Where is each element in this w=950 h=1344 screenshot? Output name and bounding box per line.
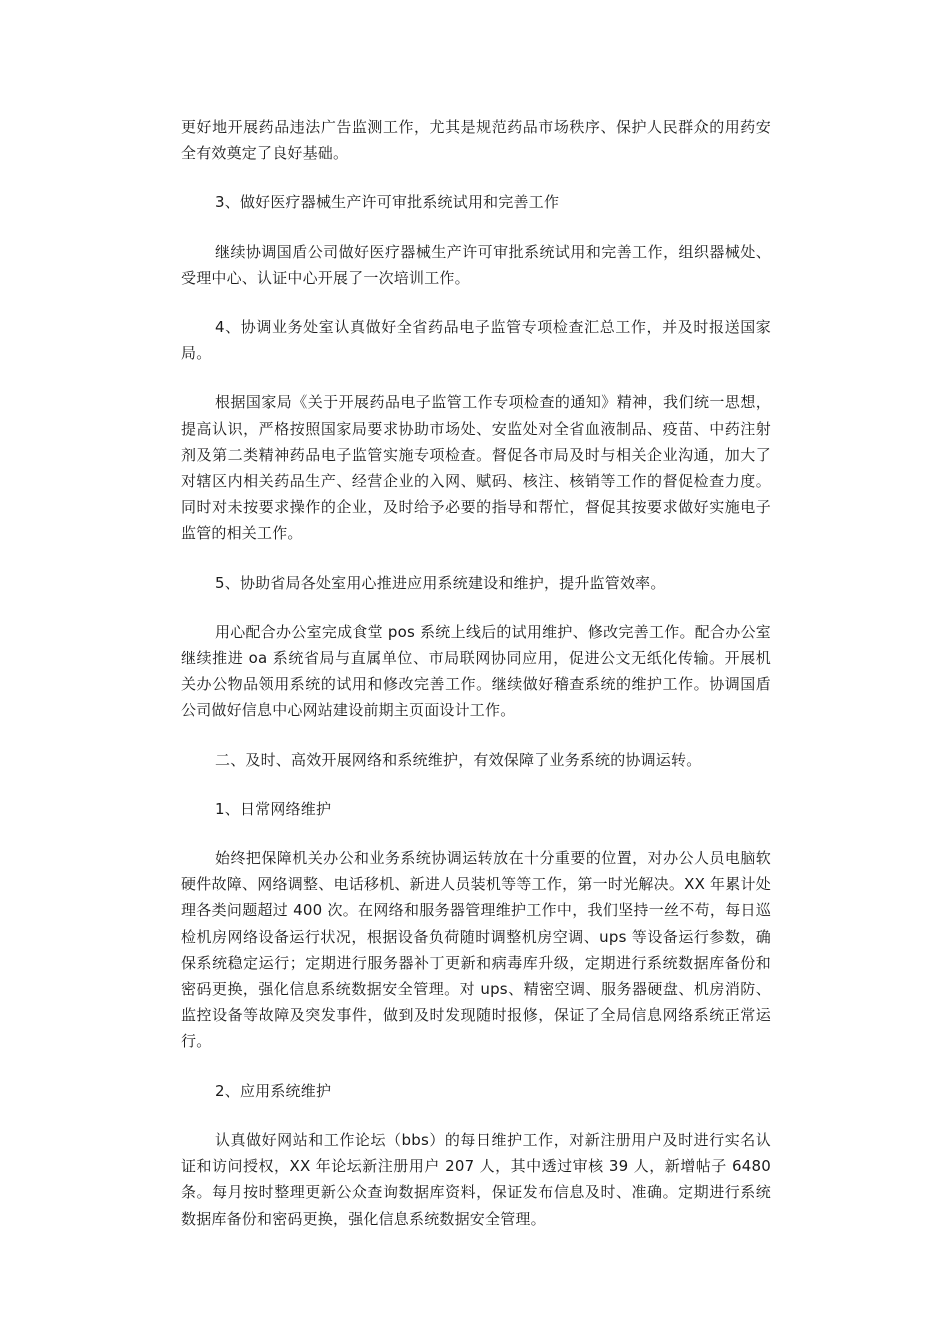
subsection-heading-1: 1、日常网络维护 — [215, 799, 332, 818]
paragraph: 继续协调国盾公司做好医疗器械生产许可审批系统试用和完善工作，组织器械处、受理中心、认证中心开展了一次培训工作。 — [181, 242, 771, 287]
section-heading-4: 4、协调业务处室认真做好全省药品电子监管专项检查汇总工作，并及时报送国家局。 — [181, 318, 771, 363]
paragraph: 始终把保障机关办公和业务系统协调运转放在十分重要的位置，对办公人员电脑软硬件故障、网络调整、电话移机、新进人员装机等等工作，第一时光解决。XX 年累计处理各类问题超过 400 次。在网络和服务器管理维护工作中，我们坚持一丝不苟，每日巡检机房网络设备运行状况，根据设备负荷随时调整机房空调、ups 等设备运行参数，确保系统稳定运行；定期进行服务器补丁更新和病毒库升级，定期进行系统数据库备份和密码更换，强化信息系统数据安全管理。对 ups、精密空调、服务器硬盘、机房消防、监控设备等故障及突发事件，做到及时发现随时报修，保证了全局信息网络系统正常运行。 — [181, 849, 771, 1051]
paragraph: 根据国家局《关于开展药品电子监管工作专项检查的通知》精神，我们统一思想，提高认识，严格按照国家局要求协助市场处、安监处对全省血液制品、疫苗、中药注射剂及第二类精神药品电子监管实施专项检查。督促各市局及时与相关企业沟通，加大了对辖区内相关药品生产、经营企业的入网、赋码、核注、核销等工作的督促检查力度。同时对未按要求操作的企业，及时给予必要的指导和帮忙，督促其按要求做好实施电子监管的相关工作。 — [181, 393, 771, 543]
paragraph-continuation: 更好地开展药品违法广告监测工作，尤其是规范药品市场秩序、保护人民群众的用药安全有效奠定了良好基础。 — [181, 118, 771, 163]
subsection-heading-2: 2、应用系统维护 — [215, 1081, 332, 1100]
chapter-heading-2: 二、及时、高效开展网络和系统维护，有效保障了业务系统的协调运转。 — [215, 750, 702, 769]
document-body — [181, 114, 771, 1255]
section-heading-5: 5、协助省局各处室用心推进应用系统建设和维护，提升监管效率。 — [215, 573, 666, 592]
paragraph: 用心配合办公室完成食堂 pos 系统上线后的试用维护、修改完善工作。配合办公室继续推进 oa 系统省局与直属单位、市局联网协同应用，促进公文无纸化传输。开展机关办公物品领用系统的试用和修改完善工作。继续做好稽查系统的维护工作。协调国盾公司做好信息中心网站建设前期主页面设计工作。 — [181, 622, 771, 720]
section-heading-3: 3、做好医疗器械生产许可审批系统试用和完善工作 — [215, 193, 560, 212]
paragraph: 认真做好网站和工作论坛（bbs）的每日维护工作，对新注册用户及时进行实名认证和访问授权，XX 年论坛新注册用户 207 人，其中透过审核 39 人，新增帖子 6480 条。每月按时整理更新公众查询数据库资料，保证发布信息及时、准确。定期进行系统数据库备份和密码更换，强化信息系统数据安全管理。 — [181, 1130, 771, 1228]
